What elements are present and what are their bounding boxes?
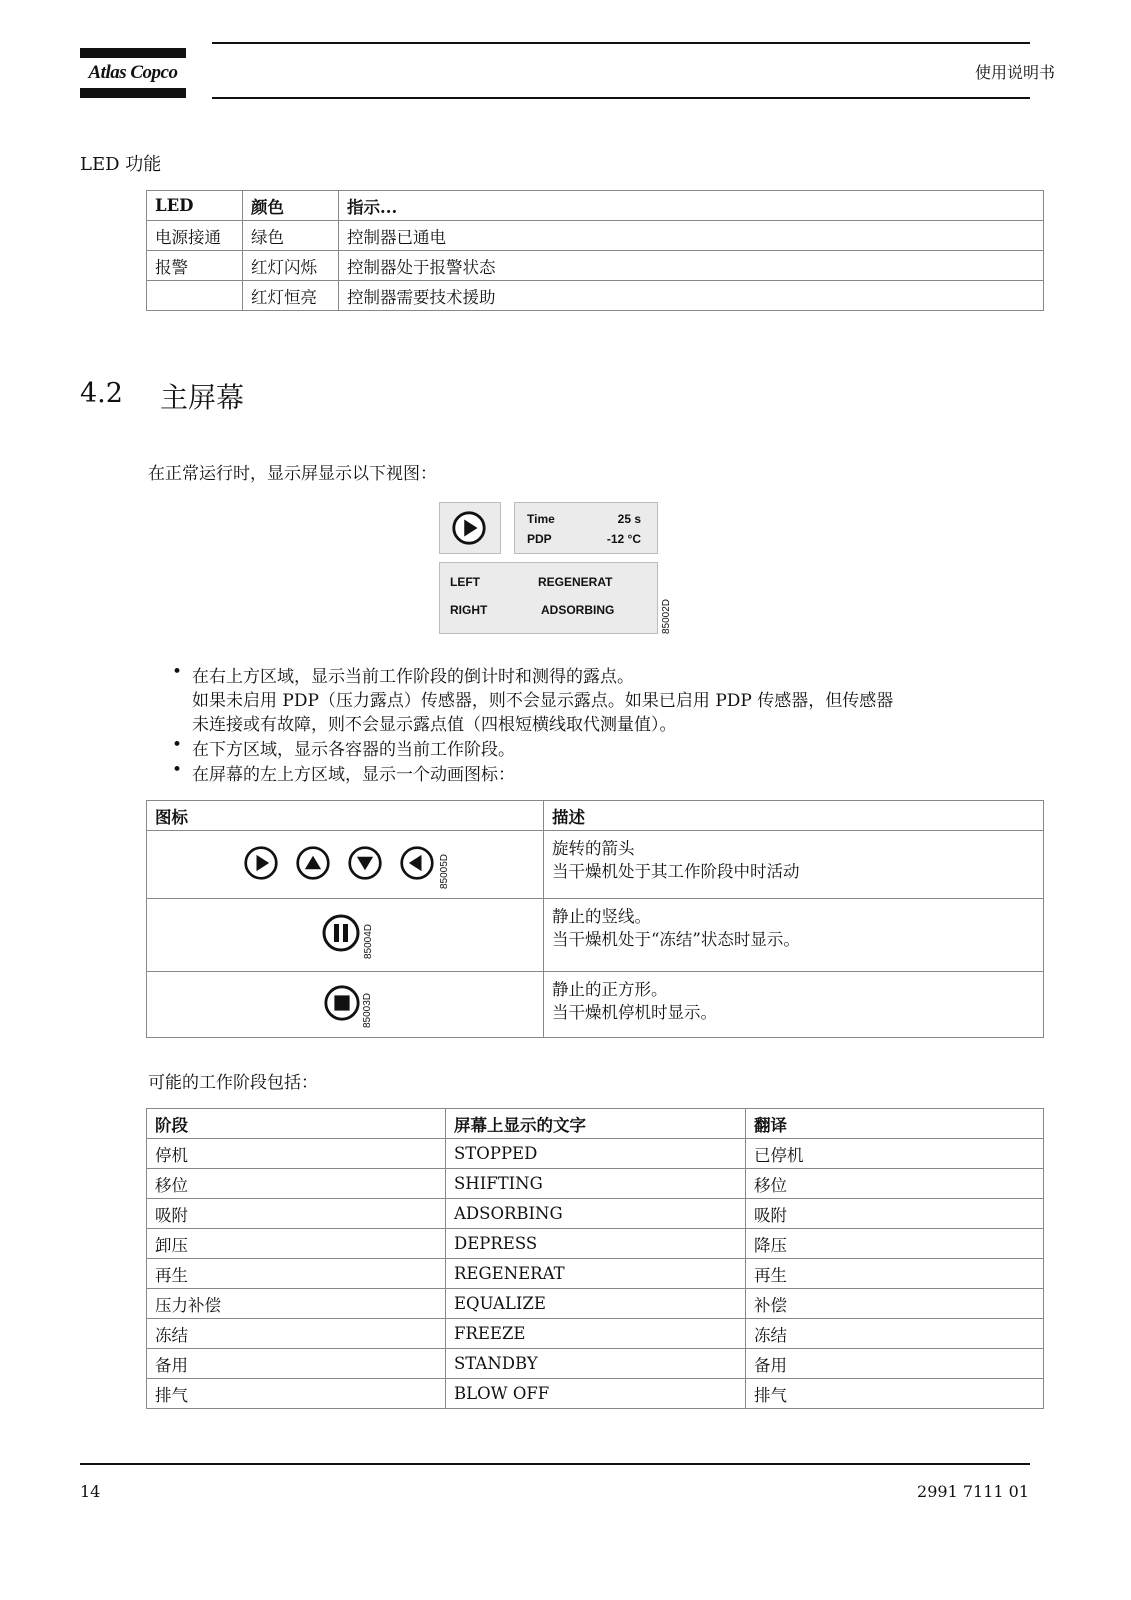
phases-col-screen-text: 屏幕上显示的文字 [446, 1109, 746, 1139]
screen-text-cell: STANDBY [446, 1349, 746, 1379]
led-cell: 电源接通 [147, 221, 243, 251]
icon-col-icon: 图标 [147, 801, 544, 831]
icon-cell [147, 899, 544, 972]
table-row [147, 281, 1044, 311]
screen-text-cell: REGENERAT [446, 1259, 746, 1289]
icon-table-header [147, 801, 1044, 831]
header-doc-type: 使用说明书 [974, 63, 1055, 82]
led-cell [147, 281, 243, 311]
display-status-panel [514, 502, 658, 554]
phase-cell: 冻结 [147, 1319, 446, 1349]
translation-cell: 再生 [746, 1259, 1044, 1289]
bullet-marker: • [172, 735, 183, 755]
arrow-up-circle-icon [295, 845, 331, 881]
arrow-left-circle-icon [399, 845, 435, 881]
phase-cell: 排气 [147, 1379, 446, 1409]
pause-circle-icon [321, 913, 361, 953]
phases-col-phase: 阶段 [147, 1109, 446, 1139]
display-right-label: RIGHT [450, 603, 488, 617]
section-intro: 在正常运行时，显示屏显示以下视图： [148, 464, 437, 484]
display-phase-panel [439, 562, 658, 634]
display-pdp-value: -12 °C [606, 532, 641, 546]
logo-bar-bottom [80, 88, 186, 98]
icon-figure-code: 85004D [363, 923, 374, 959]
phases-table [146, 1108, 1044, 1409]
bullet-continuation: 未连接或有故障，则不会显示露点值（四根短横线取代测量值）。 [192, 715, 677, 735]
phase-cell: 吸附 [147, 1199, 446, 1229]
bullet-marker: • [172, 662, 183, 682]
desc-cell [544, 899, 1044, 972]
phase-cell: 卸压 [147, 1229, 446, 1259]
doc-number: 2991 7111 01 [917, 1482, 1029, 1501]
screen-text-cell: EQUALIZE [446, 1289, 746, 1319]
table-row [147, 1349, 1044, 1379]
table-row [147, 972, 1044, 1038]
display-pdp-label: PDP [527, 532, 552, 546]
phase-cell: 再生 [147, 1259, 446, 1289]
section-number: 4.2 [80, 378, 123, 409]
table-row [147, 1169, 1044, 1199]
icon-figure-code: 85003D [362, 992, 373, 1028]
table-row [147, 1229, 1044, 1259]
table-row [147, 1379, 1044, 1409]
table-row [147, 1139, 1044, 1169]
bullet-marker: • [172, 760, 183, 780]
led-cell: 控制器需要技术援助 [339, 281, 1044, 311]
bullet-continuation: 如果未启用 PDP（压力露点）传感器，则不会显示露点。如果已启用 PDP 传感器，但传感器 [192, 691, 894, 711]
table-row [147, 221, 1044, 251]
desc-detail: 当干燥机停机时显示。 [552, 1003, 717, 1022]
display-figure-code: 85002D [661, 598, 672, 634]
led-cell: 控制器处于报警状态 [339, 251, 1044, 281]
icon-cell [147, 972, 544, 1038]
led-col-led: LED [147, 191, 243, 221]
table-row [147, 831, 1044, 899]
stop-circle-icon [323, 984, 361, 1022]
display-time-value: 25 s [617, 512, 641, 526]
led-col-color: 颜色 [243, 191, 339, 221]
screen-text-cell: SHIFTING [446, 1169, 746, 1199]
translation-cell: 降压 [746, 1229, 1044, 1259]
bullet-item: 在下方区域，显示各容器的当前工作阶段。 [192, 740, 515, 760]
table-row [147, 1259, 1044, 1289]
screen-text-cell: STOPPED [446, 1139, 746, 1169]
brand-logo: Atlas Copco [88, 62, 178, 83]
phase-cell: 备用 [147, 1349, 446, 1379]
phases-col-translation: 翻译 [746, 1109, 1044, 1139]
led-cell: 报警 [147, 251, 243, 281]
icon-figure-code: 85005D [439, 853, 450, 889]
phase-cell: 移位 [147, 1169, 446, 1199]
phase-cell: 停机 [147, 1139, 446, 1169]
translation-cell: 冻结 [746, 1319, 1044, 1349]
play-circle-icon [450, 509, 488, 547]
desc-title: 静止的竖线。 [552, 907, 651, 926]
phase-cell: 压力补偿 [147, 1289, 446, 1319]
bullet-item: 在右上方区域，显示当前工作阶段的倒计时和测得的露点。 [192, 667, 634, 687]
display-icon-panel [439, 502, 501, 554]
phases-intro: 可能的工作阶段包括： [148, 1073, 318, 1093]
desc-cell [544, 972, 1044, 1038]
screen-text-cell: FREEZE [446, 1319, 746, 1349]
arrow-down-circle-icon [347, 845, 383, 881]
led-table-header [147, 191, 1044, 221]
desc-cell [544, 831, 1044, 899]
desc-detail: 当干燥机处于“冻结”状态时显示。 [552, 930, 800, 949]
table-row [147, 251, 1044, 281]
translation-cell: 吸附 [746, 1199, 1044, 1229]
led-cell: 红灯恒亮 [243, 281, 339, 311]
phases-table-header [147, 1109, 1044, 1139]
icon-table [146, 800, 1044, 1038]
screen-text-cell: BLOW OFF [446, 1379, 746, 1409]
led-table [146, 190, 1044, 311]
screen-text-cell: ADSORBING [446, 1199, 746, 1229]
arrow-right-circle-icon [243, 845, 279, 881]
bullet-item: 在屏幕的左上方区域，显示一个动画图标： [192, 765, 515, 785]
display-left-label: LEFT [450, 575, 480, 589]
display-right-phase: ADSORBING [541, 603, 615, 617]
translation-cell: 备用 [746, 1349, 1044, 1379]
table-row [147, 1289, 1044, 1319]
display-left-phase: REGENERAT [538, 575, 613, 589]
led-cell: 控制器已通电 [339, 221, 1044, 251]
desc-title: 静止的正方形。 [552, 980, 668, 999]
footer-rule [80, 1463, 1030, 1465]
led-col-indication: 指示... [339, 191, 1044, 221]
led-cell: 绿色 [243, 221, 339, 251]
logo-bar-top [80, 48, 186, 58]
section-title: 主屏幕 [160, 381, 245, 414]
header-rule-bottom [212, 97, 1030, 99]
translation-cell: 移位 [746, 1169, 1044, 1199]
led-cell: 红灯闪烁 [243, 251, 339, 281]
table-row [147, 1199, 1044, 1229]
display-time-label: Time [527, 512, 555, 526]
page-number: 14 [80, 1482, 101, 1501]
desc-title: 旋转的箭头 [552, 839, 635, 858]
header-rule-top [212, 42, 1030, 44]
table-row [147, 899, 1044, 972]
desc-detail: 当干燥机处于其工作阶段中时活动 [552, 862, 800, 881]
translation-cell: 排气 [746, 1379, 1044, 1409]
icon-col-desc: 描述 [544, 801, 1044, 831]
icon-cell [147, 831, 544, 899]
translation-cell: 已停机 [746, 1139, 1044, 1169]
led-heading: LED 功能 [80, 154, 162, 175]
translation-cell: 补偿 [746, 1289, 1044, 1319]
table-row [147, 1319, 1044, 1349]
screen-text-cell: DEPRESS [446, 1229, 746, 1259]
